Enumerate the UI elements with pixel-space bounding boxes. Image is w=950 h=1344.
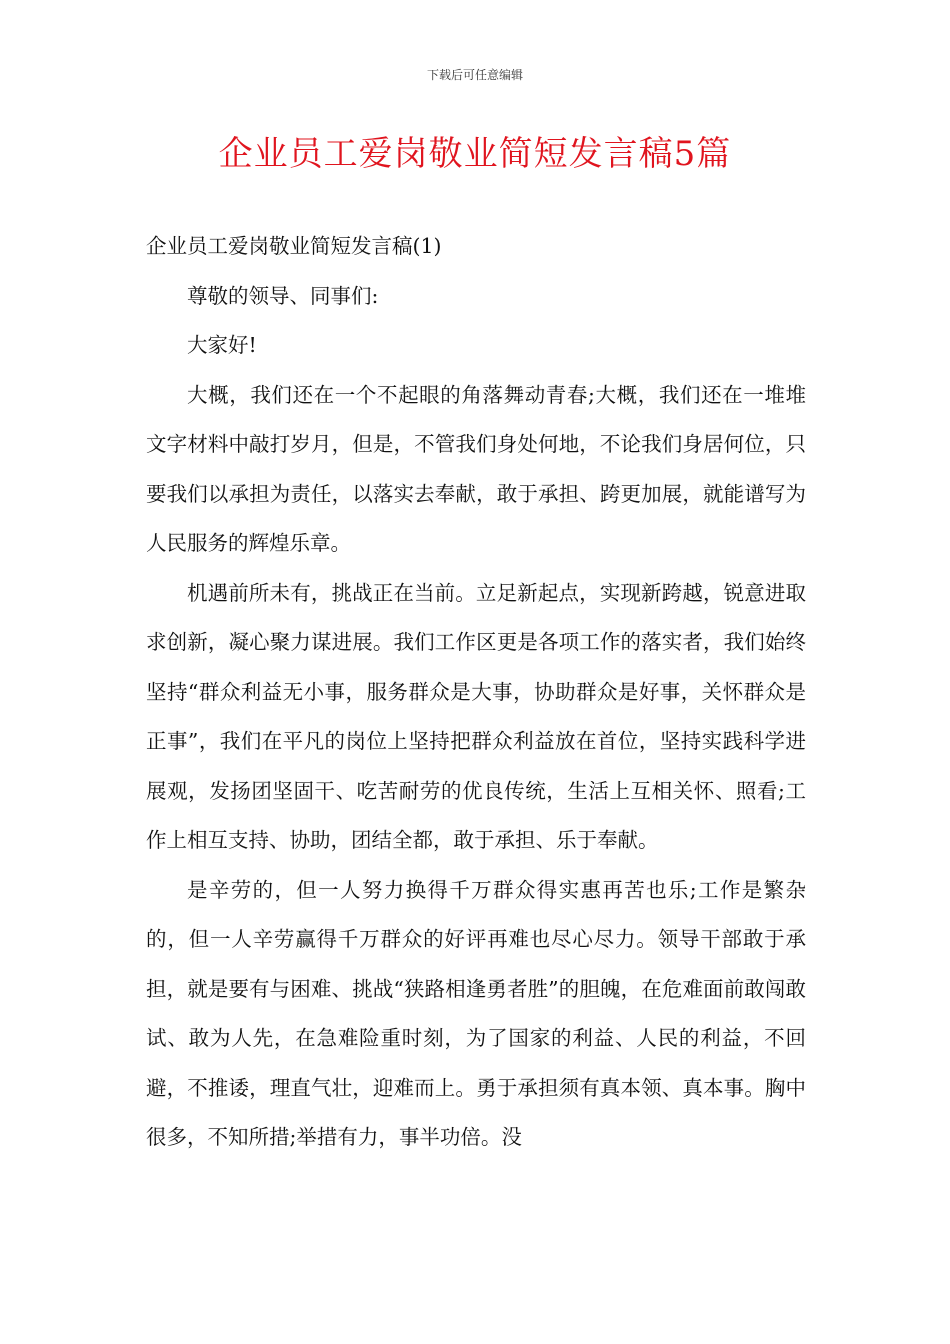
salutation: 尊敬的领导、同事们: [187, 283, 379, 308]
section-heading: 企业员工爱岗敬业简短发言稿(1) [146, 234, 442, 258]
paragraph-2: 机遇前所未有，挑战正在当前。立足新起点，实现新跨越，锐意进取求创新，凝心聚力谋进展。我们工作区更是各项工作的落实者，我们始终坚持“群众利益无小事，服务群众是大事，协助群众是好事，关怀群众是正事”，我们在平凡的岗位上坚持把群众利益放在首位，坚持实践科学进展观，发扬团坚固干、吃苦耐劳的优良传统，生活上互相关怀、照看;工作上相互支持、协助，团结全都，敢于承担、乐于奉献。 [146, 580, 806, 852]
paragraph-3: 是辛劳的，但一人努力换得千万群众得实惠再苦也乐;工作是繁杂的，但一人辛劳赢得千万群众的好评再难也尽心尽力。领导干部敢于承担，就是要有与困难、挑战“狭路相逢勇者胜”的胆魄，在危难面前敢闯敢试、敢为人先，在急难险重时刻，为了国家的利益、人民的利益，不回避，不推诿，理直气壮，迎难而上。勇于承担须有真本领、真本事。胸中很多，不知所措;举措有力，事半功倍。没 [146, 877, 806, 1149]
document-title: 企业员工爱岗敬业简短发言稿5篇 [218, 134, 732, 174]
greeting: 大家好! [187, 333, 257, 357]
paragraph-1: 大概，我们还在一个不起眼的角落舞动青春;大概，我们还在一堆堆文字材料中敲打岁月，但是，不管我们身处何地，不论我们身居何位，只要我们以承担为责任，以落实去奉献，敢于承担、跨更加展，就能谱写为人民服务的辉煌乐章。 [146, 382, 806, 555]
header-note: 下载后可任意编辑 [426, 68, 523, 82]
document-body [146, 222, 806, 1163]
